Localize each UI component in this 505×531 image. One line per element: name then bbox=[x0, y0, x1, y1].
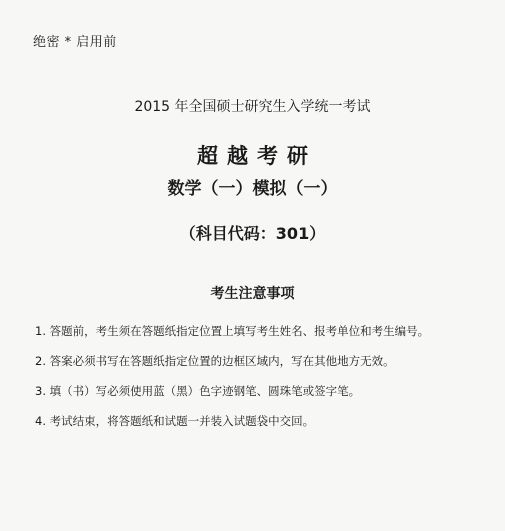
notice-list bbox=[35, 323, 500, 443]
confidential-mark: 绝密 * 启用前 bbox=[33, 35, 117, 50]
subject-code: （科目代码：301） bbox=[179, 224, 326, 243]
notice-item: 3. 填（书）写必须使用蓝（黑）色字迹钢笔、圆珠笔或签字笔。 bbox=[35, 384, 361, 398]
notice-item: 2. 答案必须书写在答题纸指定位置的边框区域内，写在其他地方无效。 bbox=[35, 354, 395, 368]
exam-title: 2015 年全国硕士研究生入学统一考试 bbox=[134, 99, 371, 115]
subject-title: 数学（一）模拟（一） bbox=[167, 179, 338, 199]
notice-heading: 考生注意事项 bbox=[210, 286, 295, 302]
notice-item: 4. 考试结束，将答题纸和试题一并装入试题袋中交回。 bbox=[35, 414, 315, 428]
notice-item: 1. 答题前，考生须在答题纸指定位置上填写考生姓名、报考单位和考生编号。 bbox=[35, 324, 430, 338]
brand-title: 超越考研 bbox=[197, 144, 317, 168]
